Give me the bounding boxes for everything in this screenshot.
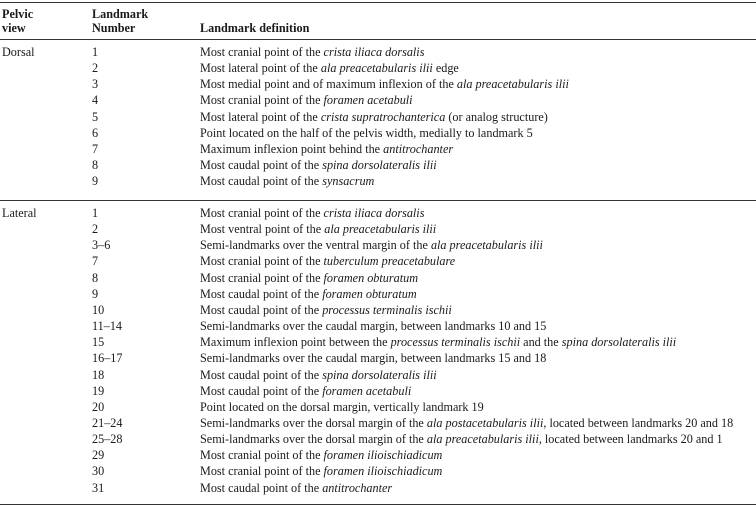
- definition-text: Most cranial point of the: [200, 206, 324, 220]
- landmark-definition: [200, 304, 452, 317]
- definition-text: Semi-landmarks over the dorsal margin of the: [200, 432, 427, 447]
- definition-text: Most caudal point of the: [200, 286, 323, 301]
- landmark-number: 7: [92, 141, 99, 156]
- definition-italic-term: ala preacetabularis ilii: [456, 77, 569, 92]
- landmark-definition: [200, 143, 453, 156]
- pelvic-view-label: Dorsal: [2, 45, 35, 59]
- landmark-number: 9: [92, 286, 99, 301]
- definition-text: Semi-landmarks over the caudal margin, between landmarks 10 and 15: [200, 319, 547, 334]
- landmark-definition: [200, 320, 546, 333]
- landmark-number: 25–28: [92, 432, 123, 447]
- definition-italic-term: foramen obturatum: [323, 270, 418, 285]
- definition-text: , located between landmarks 20 and 1: [538, 432, 723, 447]
- definition-italic-term: foramen acetabuli: [322, 383, 412, 398]
- definition-italic-term: ala preacetabularis ilii: [324, 222, 437, 237]
- landmark-definition: [200, 223, 436, 236]
- landmark-number: 1: [92, 206, 99, 220]
- definition-italic-term: crista iliaca dorsalis: [323, 45, 425, 59]
- landmark-definition: [200, 369, 437, 382]
- landmark-definition: [200, 94, 413, 107]
- definition-text: Point located on the dorsal margin, vertically landmark 19: [200, 399, 484, 414]
- landmark-definition: [200, 78, 569, 91]
- landmark-number: 11–14: [92, 319, 123, 334]
- landmark-definition: [200, 352, 546, 365]
- landmark-number: 3: [92, 77, 99, 92]
- landmark-definition: [200, 336, 676, 349]
- landmark-number: 3–6: [92, 238, 111, 253]
- definition-italic-term: foramen ilioischiadicum: [323, 464, 443, 479]
- landmark-definition: [200, 401, 484, 414]
- definition-italic-term: spina dorsolateralis ilii: [561, 335, 677, 350]
- definition-italic-term: synsacrum: [322, 174, 375, 189]
- landmark-number: 7: [92, 254, 99, 269]
- definition-text: Most caudal point of the: [200, 158, 323, 173]
- definition-text: Most lateral point of the: [200, 109, 321, 124]
- definition-italic-term: spina dorsolateralis ilii: [322, 367, 437, 382]
- definition-italic-term: antitrochanter: [322, 480, 393, 495]
- definition-text: Most medial point and of maximum inflexion of the: [200, 77, 457, 92]
- definition-text: Most cranial point of the: [200, 254, 324, 269]
- definition-text: Most cranial point of the: [200, 464, 324, 479]
- definition-italic-term: foramen obturatum: [322, 286, 417, 301]
- landmark-definition: [200, 175, 374, 188]
- definition-text: Maximum inflexion point between the: [200, 335, 391, 350]
- definition-text: edge: [432, 61, 459, 76]
- definition-italic-term: antitrochanter: [383, 141, 454, 156]
- landmark-definition: [200, 207, 424, 220]
- header-number: Number: [92, 21, 136, 35]
- landmark-number: 5: [92, 109, 99, 124]
- landmark-number: 29: [92, 448, 105, 463]
- definition-italic-term: ala preacetabularis ilii: [320, 61, 433, 76]
- landmark-number: 21–24: [92, 415, 123, 430]
- top-rule: [0, 2, 756, 3]
- definition-text: Maximum inflexion point behind the: [200, 141, 384, 156]
- landmark-number: 31: [92, 480, 105, 495]
- landmark-number: 2: [92, 61, 99, 76]
- landmark-definition: [200, 272, 418, 285]
- landmark-number: 15: [92, 335, 105, 350]
- definition-italic-term: processus terminalis ischii: [322, 302, 452, 317]
- definition-italic-term: ala preacetabularis ilii: [430, 238, 543, 253]
- landmark-number: 30: [92, 464, 105, 479]
- definition-italic-term: tuberculum preacetabulare: [323, 254, 456, 269]
- definition-text: (or analog structure): [445, 109, 548, 124]
- landmark-number: 8: [92, 158, 99, 173]
- landmark-definition: [200, 46, 424, 59]
- landmark-definition: [200, 433, 723, 446]
- landmark-number: 18: [92, 367, 105, 382]
- definition-text: Most caudal point of the: [200, 302, 323, 317]
- landmark-definition: [200, 111, 548, 124]
- landmark-number: 4: [92, 93, 99, 108]
- definition-italic-term: ala postacetabularis ilii: [426, 415, 544, 430]
- header-view: view: [2, 21, 26, 35]
- definition-text: Semi-landmarks over the dorsal margin of the: [200, 415, 427, 430]
- definition-text: , located between landmarks 20 and 18: [543, 415, 734, 430]
- definition-text: Most ventral point of the: [200, 222, 325, 237]
- landmark-definition: [200, 417, 733, 430]
- landmark-number: 20: [92, 399, 105, 414]
- definition-italic-term: ala preacetabularis ilii: [426, 432, 539, 447]
- definition-text: Most lateral point of the: [200, 61, 321, 76]
- definition-text: Most cranial point of the: [200, 448, 324, 463]
- landmark-definition: [200, 288, 417, 301]
- definition-text: Most cranial point of the: [200, 45, 324, 59]
- definition-italic-term: foramen acetabuli: [323, 93, 413, 108]
- landmark-definition: [200, 62, 459, 75]
- definition-text: Point located on the half of the pelvis width, medially to landmark 5: [200, 125, 533, 140]
- definition-text: Semi-landmarks over the caudal margin, between landmarks 15 and 18: [200, 351, 547, 366]
- landmark-definition: [200, 465, 442, 478]
- landmark-number: 8: [92, 270, 99, 285]
- section-rule: [0, 200, 756, 201]
- definition-text: Most caudal point of the: [200, 174, 323, 189]
- landmark-number: 19: [92, 383, 105, 398]
- landmark-definition: [200, 385, 411, 398]
- definition-text: and the: [520, 335, 562, 350]
- definition-italic-term: crista iliaca dorsalis: [323, 206, 425, 220]
- bottom-rule: [0, 504, 756, 505]
- definition-text: Semi-landmarks over the ventral margin of the: [200, 238, 431, 253]
- definition-text: Most caudal point of the: [200, 367, 323, 382]
- landmark-number: 10: [92, 302, 105, 317]
- header-pelvic: Pelvic: [2, 7, 34, 21]
- landmark-definition: [200, 449, 442, 462]
- landmark-number: 16–17: [92, 351, 123, 366]
- definition-text: Most caudal point of the: [200, 480, 323, 495]
- landmark-number: 1: [92, 45, 99, 59]
- landmark-number: 2: [92, 222, 99, 237]
- landmark-definition: [200, 127, 533, 140]
- landmark-number: 9: [92, 174, 99, 189]
- landmark-definition: [200, 482, 392, 495]
- definition-italic-term: processus terminalis ischii: [390, 335, 521, 350]
- header-rule: [0, 39, 756, 40]
- landmark-definition: [200, 239, 543, 252]
- landmark-definition: [200, 159, 437, 172]
- header-landmark: Landmark: [92, 7, 149, 21]
- landmark-number: 6: [92, 125, 99, 140]
- definition-italic-term: spina dorsolateralis ilii: [322, 158, 437, 173]
- definition-text: Most cranial point of the: [200, 270, 324, 285]
- pelvic-view-label: Lateral: [2, 206, 37, 220]
- header-definition: Landmark definition: [200, 21, 310, 35]
- definition-italic-term: crista supratrochanterica: [320, 109, 446, 124]
- landmark-definition: [200, 255, 455, 268]
- definition-text: Most cranial point of the: [200, 93, 324, 108]
- definition-text: Most caudal point of the: [200, 383, 323, 398]
- definition-italic-term: foramen ilioischiadicum: [323, 448, 443, 463]
